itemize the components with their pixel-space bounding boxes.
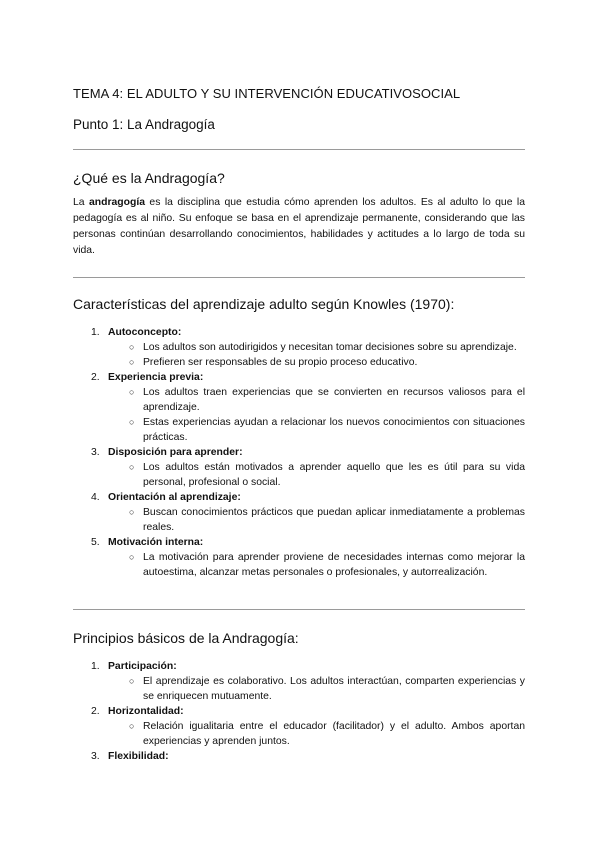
circle-bullet-icon: ○ <box>129 552 135 562</box>
circle-bullet-icon: ○ <box>129 342 135 352</box>
sub-list-item <box>73 415 525 445</box>
list-item-label: Disposición para aprender: <box>108 447 243 458</box>
sub-list-item <box>73 550 525 580</box>
list-item <box>73 370 525 385</box>
section-heading-principios: Principios básicos de la Andragogía: <box>73 630 299 646</box>
circle-bullet-icon: ○ <box>129 387 135 397</box>
list-item-label: Autoconcepto: <box>108 327 182 338</box>
list-item <box>73 659 525 674</box>
sub-list-item <box>73 340 525 355</box>
sub-list-item-text: Los adultos son autodirigidos y necesitan tomar decisiones sobre su aprendizaje. <box>143 342 517 353</box>
principles-list <box>73 659 525 764</box>
horizontal-rule <box>73 277 525 278</box>
sub-list-item-text: Estas experiencias ayudan a relacionar los nuevos conocimientos con situaciones prácticas. <box>143 417 525 443</box>
horizontal-rule <box>73 609 525 610</box>
list-item-label: Motivación interna: <box>108 537 204 548</box>
section-heading-caracteristicas: Características del aprendizaje adulto según Knowles (1970): <box>73 296 455 312</box>
list-item-number: 4. <box>91 492 100 503</box>
list-item <box>73 445 525 460</box>
section-heading-que-es: ¿Qué es la Andragogía? <box>73 170 225 186</box>
circle-bullet-icon: ○ <box>129 676 135 686</box>
sub-list-item-text: Buscan conocimientos prácticos que puedan aplicar inmediatamente a problemas reales. <box>143 507 525 533</box>
circle-bullet-icon: ○ <box>129 417 135 427</box>
sub-list-item <box>73 355 525 370</box>
list-item-number: 3. <box>91 751 100 762</box>
list-item-label: Flexibilidad: <box>108 751 169 762</box>
sub-list-item-text: Los adultos están motivados a aprender aquello que les es útil para su vida personal, profesional o social. <box>143 462 525 488</box>
document-subtitle: Punto 1: La Andragogía <box>73 117 215 132</box>
list-item-label: Experiencia previa: <box>108 372 204 383</box>
sub-list-item <box>73 719 525 749</box>
list-item <box>73 704 525 719</box>
sub-list-item-text: La motivación para aprender proviene de necesidades internas como mejorar la autoestima, alcanzar metas personales o profesionales, y autorrealización. <box>143 552 525 578</box>
circle-bullet-icon: ○ <box>129 507 135 517</box>
sub-list-item-text: El aprendizaje es colaborativo. Los adultos interactúan, comparten experiencias y se enriquecen mutuamente. <box>143 676 525 702</box>
list-item <box>73 749 525 764</box>
sub-list-item-text: Los adultos traen experiencias que se convierten en recursos valiosos para el aprendizaje. <box>143 387 525 413</box>
sub-list-item <box>73 460 525 490</box>
list-item-label: Horizontalidad: <box>108 706 184 717</box>
list-item-label: Orientación al aprendizaje: <box>108 492 241 503</box>
sub-list-item <box>73 674 525 704</box>
intro-text-post: es la disciplina que estudia cómo aprenden los adultos. Es al adulto lo que la pedagogía es al niño. Su enfoque se basa en el aprendizaje permanente, considerando que las personas continúan desarrollando conocimientos, habilidades y actitudes a lo largo de toda su vida. <box>73 197 525 256</box>
circle-bullet-icon: ○ <box>129 357 135 367</box>
list-item <box>73 535 525 550</box>
intro-paragraph <box>73 195 525 259</box>
circle-bullet-icon: ○ <box>129 462 135 472</box>
list-item-number: 1. <box>91 661 100 672</box>
sub-list-item-text: Relación igualitaria entre el educador (facilitador) y el adulto. Ambos aportan experiencias y aprenden juntos. <box>143 721 525 747</box>
intro-bold-term: andragogía <box>88 197 145 208</box>
list-item-number: 3. <box>91 447 100 458</box>
sub-list-item-text: Prefieren ser responsables de su propio proceso educativo. <box>143 357 418 368</box>
list-item-number: 5. <box>91 537 100 548</box>
list-item-number: 2. <box>91 706 100 717</box>
horizontal-rule <box>73 149 525 150</box>
document-title: TEMA 4: EL ADULTO Y SU INTERVENCIÓN EDUCATIVOSOCIAL <box>73 86 461 101</box>
list-item-number: 2. <box>91 372 100 383</box>
sub-list-item <box>73 505 525 535</box>
intro-text-pre: La <box>73 197 89 208</box>
list-item-number: 1. <box>91 327 100 338</box>
list-item-label: Participación: <box>108 661 177 672</box>
list-item <box>73 325 525 340</box>
list-item <box>73 490 525 505</box>
sub-list-item <box>73 385 525 415</box>
circle-bullet-icon: ○ <box>129 721 135 731</box>
characteristics-list <box>73 325 525 580</box>
